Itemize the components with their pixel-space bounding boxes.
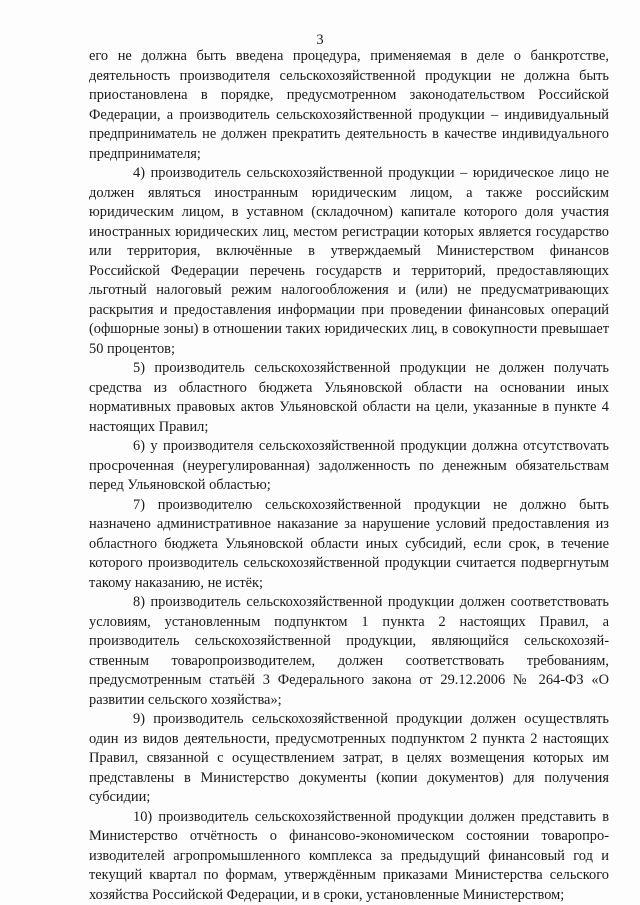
paragraph-item-9: 9) производитель сельскохозяйственной продукции должен осуществлять один из видов деятельности, предусмотренных подпунктом 2 пункта 2 настоящих Правил, связанной с осуществлением затрат, в целях возмещения которых им представлены в Министерство документы (копии документов) для получения субсидии; [89, 711, 609, 805]
document-body [89, 47, 609, 905]
paragraph-item-7: 7) производителю сельскохозяйственной продукции не должно быть назначено административное наказание за нарушение условий предоставления из областного бюджета Ульяновской области иных субсидий, если срок, в течение которого производитель сельскохозяйственной продукции считается подвергнутым такому наказанию, не истёк; [89, 496, 609, 591]
paragraph-continuation: его не должна быть введена процедура, применяемая в деле о банкротстве, деятельность производителя сельскохозяйственной продукции не должна быть приостановлена в порядке, предусмотренном законодательством Российской Федерации, а производитель сельскохозяйственной продукции – индивидуальный предприниматель не должен прекратить деятельность в качестве индивидуального предпринимателя; [89, 48, 609, 162]
page-number: 3 [316, 32, 324, 48]
paragraph-item-5: 5) производитель сельскохозяйственной продукции не должен получать средства из областного бюджета Ульяновской области на основании иных нормативных правовых актов Ульяновской области на цели, указанные в пункте 4 настоящих Правил; [89, 360, 609, 435]
paragraph-item-8: 8) производитель сельскохозяйственной продукции должен соответствовать условиям, установленным подпунктом 1 пункта 2 настоящих Правил, а производитель сельскохозяйственной продукции, являющийся сельскохозяйственным товаропроизводителем, должен соответствовать требованиям, предусмотренным статьёй 3 Федерального закона от 29.12.2006 № 264-ФЗ «О развитии сельского хозяйства»; [89, 594, 609, 708]
paragraph-item-4: 4) производитель сельскохозяйственной продукции – юридическое лицо не должен являться иностранным юридическим лицом, а также российским юридическим лицом, в уставном (складочном) капитале которого доля участия иностранных юридических лиц, местом регистрации которых является государство или территория, включённые в утверждаемый Министерством финансов Российской Федерации перечень государств и территорий, предоставляющих льготный налоговый режим налогообложения и (или) не предусматривающих раскрытия и предоставления информации при проведении финансовых операций (офшорные зоны) в отношении таких юридических лиц, в совокупности превышает 50 процентов; [89, 165, 609, 357]
paragraph-item-6: 6) у производителя сельскохозяйственной продукции должна отсутствоvать просроченная (неурегулированная) задолженность по денежным обязательствам перед Ульяновской областью; [89, 438, 609, 493]
paragraph-item-10: 10) производитель сельскохозяйственной продукции должен представить в Министерство отчётность о финансово-экономическом состоянии товаропроизводителей агропромышленного комплекса за предыдущий финансовый год и текущий квартал по формам, утверждённым приказами Министерства сельского хозяйства Российской Федерации, и в сроки, установленные Министерством; [89, 808, 609, 903]
